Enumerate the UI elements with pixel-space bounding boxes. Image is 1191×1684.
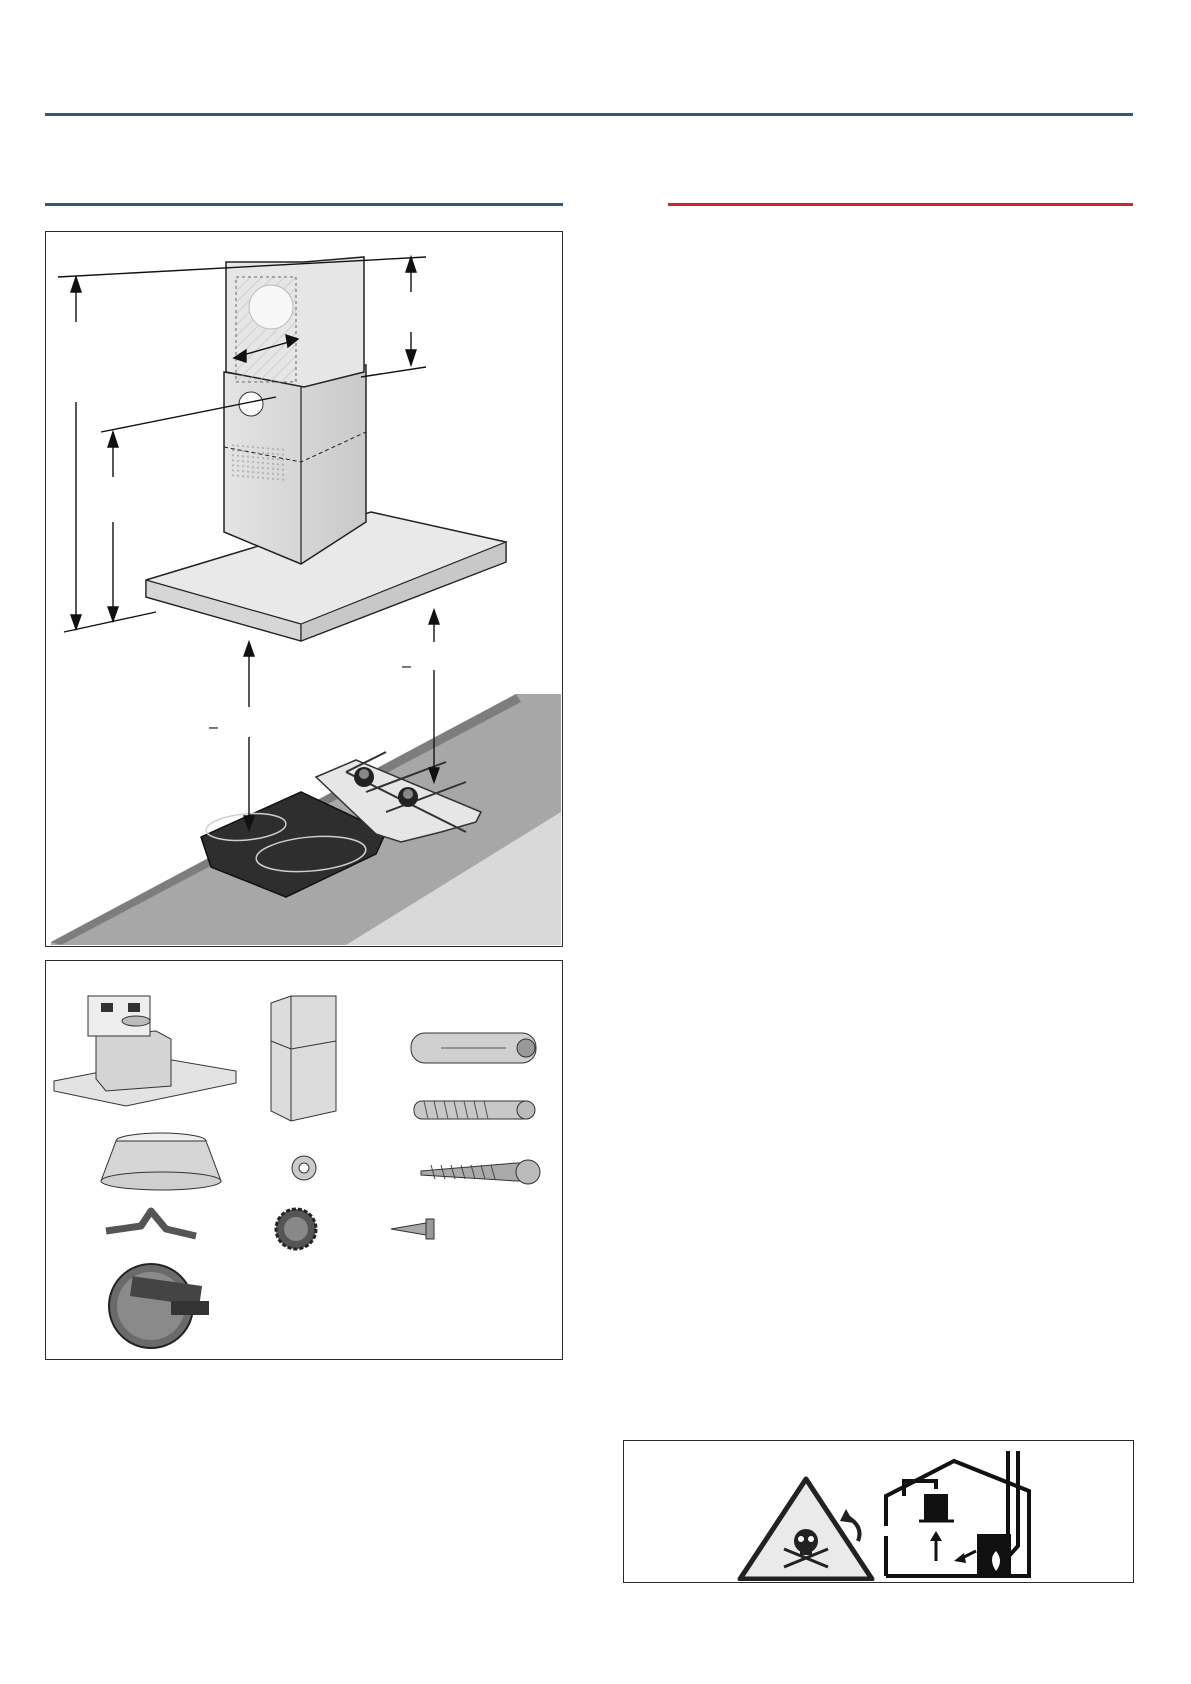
house-ventilation-icon	[886, 1451, 1029, 1576]
header-rule	[45, 113, 1133, 116]
backflow-damper-part	[109, 1264, 209, 1348]
hood-body-part	[54, 996, 236, 1106]
warning-pictogram	[623, 1440, 1134, 1583]
wire-bracket-part	[106, 1211, 196, 1236]
parts-diagram	[45, 960, 563, 1360]
star-knob-part	[276, 1209, 316, 1249]
distance-label-2: –	[402, 658, 411, 675]
air-outlet-flange-part	[101, 1133, 221, 1190]
parts-drawing	[46, 961, 561, 1358]
chimney-sections-part	[271, 996, 336, 1121]
wall-plug-part	[411, 1033, 536, 1063]
installation-diagram	[45, 231, 563, 947]
washer-part	[292, 1156, 316, 1180]
threaded-bolt-part	[414, 1101, 535, 1119]
distance-label-1: –	[209, 719, 218, 736]
wood-screw-part	[421, 1160, 540, 1184]
skull-warning-triangle-icon	[740, 1479, 872, 1579]
warning-drawing	[624, 1441, 1132, 1581]
self-tapping-screw-part	[391, 1219, 434, 1239]
left-section-rule	[45, 203, 563, 206]
installation-drawing	[46, 232, 561, 945]
warning-section-rule	[668, 203, 1133, 206]
